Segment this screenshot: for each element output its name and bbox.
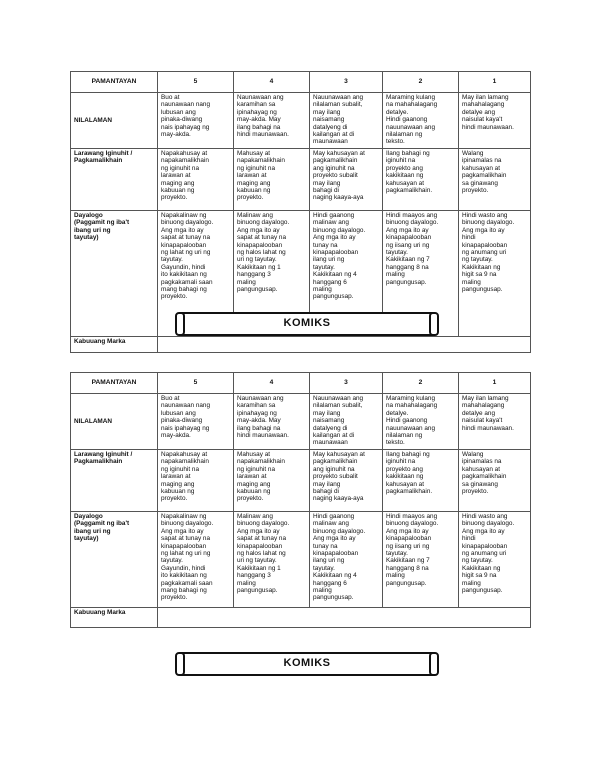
header-score-1: 1 xyxy=(459,373,531,394)
rubric-cell: Buo at naunawaan nang lubusan ang pinaka-diwang nais ipahayag ng may-akda. xyxy=(161,94,211,139)
row-kabuuang-marka xyxy=(71,608,531,628)
header-score-4: 4 xyxy=(234,373,310,394)
rubric-cell: Maraming kulang na mahahalagang detalye. Hindi gaanong nauunawaan ang nilalaman ng teksto. xyxy=(386,94,438,146)
rubric-cell: Naunawaan ang karamihan sa ipinahayag ng may-akda. May ilang bahagi na hindi maunawaan. xyxy=(237,395,289,440)
rubric-table-1 xyxy=(70,71,531,353)
header-score-2: 2 xyxy=(383,373,459,394)
rubric-cell: Malinaw ang binuong dayalogo. Ang mga ito ay sapat at tunay na kinapapalooban ng halos lahat ng uri ng tayutay. Kakikitaan ng 1 hanggang 3 maling pangungusap. xyxy=(237,513,290,595)
total-value xyxy=(158,337,531,353)
rubric-cell: Buo at naunawaan nang lubusan ang pinaka-diwang nais ipahayag ng may-akda. xyxy=(161,395,211,440)
header-criteria: PAMANTAYAN xyxy=(71,373,158,394)
rubric-cell: Hindi gaanong malinaw ang binuong dayalogo. Ang mga ito ay tunay na kinapapalooban ilang uri ng tayutay. Kakikitaan ng 4 hanggang 6 maling pangungusap. xyxy=(313,212,366,301)
header-score-2: 2 xyxy=(383,72,459,93)
rubric-table-2 xyxy=(70,372,531,628)
rubric-cell: May kahusayan at pagkamalikhain ang iginuhit na proyekto subalit may ilang bahagi di naging kaaya-aya xyxy=(313,150,365,202)
header-row xyxy=(71,72,531,93)
total-label: Kabuuang Marka xyxy=(71,608,158,628)
criteria-label: Dayalogo (Paggamit ng iba't ibang uri ng tayutay) xyxy=(74,513,130,543)
rubric-cell: Napakalinaw ng binuong dayalogo. Ang mga ito ay sapat at tunay na kinapapalooban ng lahat ng uri ng tayutay. Gayundin, hindi ito kakikitaan ng pagkakamali saan mang bahagi ng proyekto. xyxy=(161,513,214,602)
komiks-banner-1 xyxy=(175,312,439,336)
rubric-cell: May kahusayan at pagkamalikhain ang iginuhit na proyekto subalit may ilang bahagi di naging kaaya-aya xyxy=(313,451,365,503)
rubric-cell: Napakalinaw ng binuong dayalogo. Ang mga ito ay sapat at tunay na kinapapalooban ng lahat ng uri ng tayutay. Gayundin, hindi ito kakikitaan ng pagkakamali saan mang bahagi ng proyekto. xyxy=(161,212,214,301)
criteria-label: Larawang Iginuhit / Pagkamalikhain xyxy=(74,150,133,165)
row-larawang-iginuhit xyxy=(71,450,531,512)
rubric-cell: Napakahusay at napakamalikhain ng iginuhit na larawan at maging ang kabuuan ng proyekto. xyxy=(161,150,209,202)
rubric-cell: Hindi wasto ang binuong dayalogo. Ang mga ito ay hindi kinapapalooban ng anumang uri ng tayutay. Kakikitaan ng higit sa 9 na maling pangungusap. xyxy=(462,513,515,595)
rubric-cell: May ilan lamang mahahalagang detalye ang naisulat kaya't hindi maunawaan. xyxy=(462,94,514,131)
row-larawang-iginuhit xyxy=(71,149,531,211)
header-score-3: 3 xyxy=(310,72,383,93)
header-score-1: 1 xyxy=(459,72,531,93)
rubric-cell: Walang ipinamalas na kahusayan at pagkamalikhain sa ginawang proyekto. xyxy=(462,451,507,496)
header-score-3: 3 xyxy=(310,373,383,394)
rubric-cell: Walang ipinamalas na kahusayan at pagkamalikhain sa ginawang proyekto. xyxy=(462,150,507,195)
row-nilalaman xyxy=(71,394,531,450)
rubric-cell: Nauunawaan ang nilalaman subalit, may ilang naisamang datalyeng di kailangan at di maunawaan xyxy=(313,94,364,146)
rubric-cell: Hindi maayos ang binuong dayalogo. Ang mga ito ay kinapapalooban ng iisang uri ng tayutay. Kakikitaan ng 7 hanggang 8 na maling pangungusap. xyxy=(386,513,439,587)
rubric-cell: Malinaw ang binuong dayalogo. Ang mga ito ay sapat at tunay na kinapapalooban ng halos lahat ng uri ng tayutay. Kakikitaan ng 1 hanggang 3 maling pangungusap. xyxy=(237,212,290,294)
header-criteria: PAMANTAYAN xyxy=(71,72,158,93)
header-score-5: 5 xyxy=(158,72,234,93)
banner-title: KOMIKS xyxy=(283,317,331,329)
rubric-cell: Mahusay at napakamalikhain ng iginuhit na larawan at maging ang kabuuan ng proyekto. xyxy=(237,150,285,202)
total-value xyxy=(158,608,531,628)
header-score-4: 4 xyxy=(234,72,310,93)
rubric-cell: Napakahusay at napakamalikhain ng iginuhit na larawan at maging ang kabuuan ng proyekto. xyxy=(161,451,209,503)
rubric-cell: Naunawaan ang karamihan sa ipinahayag ng may-akda. May ilang bahagi na hindi maunawaan. xyxy=(237,94,289,139)
criteria-label: Dayalogo (Paggamit ng iba't ibang uri ng tayutay) xyxy=(74,212,130,242)
criteria-label: NILALAMAN xyxy=(74,417,112,425)
criteria-label: Larawang Iginuhit / Pagkamalikhain xyxy=(74,451,133,466)
criteria-label: NILALAMAN xyxy=(74,116,112,124)
row-nilalaman xyxy=(71,93,531,149)
rubric-cell: Mahusay at napakamalikhain ng iginuhit na larawan at maging ang kabuuan ng proyekto. xyxy=(237,451,285,503)
total-label: Kabuuang Marka xyxy=(71,337,158,353)
rubric-cell: Hindi maayos ang binuong dayalogo. Ang mga ito ay kinapapalooban ng iisang uri ng tayutay. Kakikitaan ng 7 hanggang 8 na maling pangungusap. xyxy=(386,212,439,286)
header-score-5: 5 xyxy=(158,373,234,394)
komiks-banner-2 xyxy=(175,652,439,676)
header-row xyxy=(71,373,531,394)
row-dayalogo xyxy=(71,512,531,608)
banner-title: KOMIKS xyxy=(283,657,331,669)
rubric-cell: Hindi gaanong malinaw ang binuong dayalogo. Ang mga ito ay tunay na kinapapalooban ilang uri ng tayutay. Kakikitaan ng 4 hanggang 6 maling pangungusap. xyxy=(313,513,366,602)
rubric-cell: Nauunawaan ang nilalaman subalit, may ilang naisamang datalyeng di kailangan at di maunawaan xyxy=(313,395,364,447)
rubric-cell: May ilan lamang mahahalagang detalye ang naisulat kaya't hindi maunawaan. xyxy=(462,395,514,432)
rubric-cell: Ilang bahagi ng iginuhit na proyekto ang kakikitaan ng kahusayan at pagkamalikhain. xyxy=(386,150,433,195)
row-kabuuang-marka xyxy=(71,337,531,353)
rubric-cell: Hindi wasto ang binuong dayalogo. Ang mga ito ay hindi kinapapalooban ng anumang uri ng tayutay. Kakikitaan ng higit sa 9 na maling pangungusap. xyxy=(462,212,515,294)
rubric-cell: Ilang bahagi ng iginuhit na proyekto ang kakikitaan ng kahusayan at pagkamalikhain. xyxy=(386,451,433,496)
rubric-cell: Maraming kulang na mahahalagang detalye. Hindi gaanong nauunawaan ang nilalaman ng teksto. xyxy=(386,395,438,447)
